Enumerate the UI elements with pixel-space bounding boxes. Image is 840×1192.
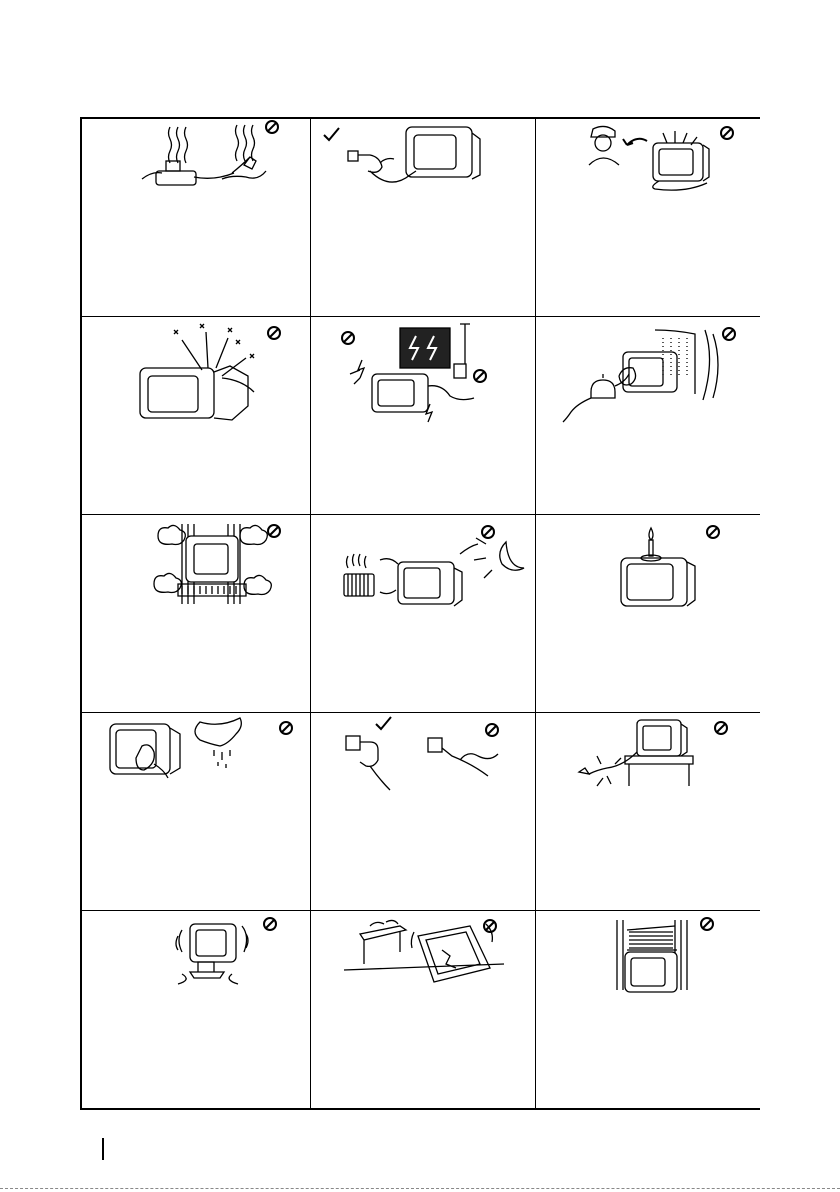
tv-wipe-illustration [110, 724, 180, 778]
cell-do-not-open-cabinet [535, 119, 760, 316]
technician-illustration [589, 126, 619, 165]
cell-overloaded-outlet [82, 119, 310, 316]
tv-illustration [623, 352, 677, 392]
cell-plug-handling [310, 712, 535, 910]
tv-illustration [653, 131, 709, 190]
prohibited-icon [266, 121, 278, 133]
cell-wet-cloth [82, 712, 310, 910]
tv-candle-illustration [621, 528, 695, 606]
cell-unplug-by-plug [310, 119, 535, 316]
check-icon [324, 128, 339, 140]
tv-with-magazines-illustration [617, 920, 687, 992]
heater-illustration [344, 554, 374, 596]
page-crop-line [0, 1188, 840, 1189]
prohibited-icon [268, 525, 280, 537]
prohibited-icon [721, 127, 733, 139]
check-icon [376, 717, 391, 729]
prohibited-icon [482, 526, 494, 538]
wobbly-tv-illustration [176, 924, 248, 984]
page-margin-marker [102, 1138, 104, 1160]
cell-heat-sunlight [310, 514, 535, 712]
kettle-steam-illustration [563, 368, 636, 422]
cell-humidity-steam [535, 316, 760, 514]
cell-no-objects-in-openings [82, 316, 310, 514]
sun-illustration [474, 538, 524, 578]
prohibited-icon [701, 918, 713, 930]
safety-illustration-grid [80, 117, 760, 1110]
tv-illustration [140, 366, 254, 420]
prohibited-icon [280, 722, 292, 734]
damaged-cord-illustration [579, 752, 637, 786]
cell-unstable-stand [82, 910, 310, 1110]
plug-correct-illustration [346, 736, 390, 790]
enclosed-tv-illustration [154, 524, 271, 604]
tv-illustration [350, 360, 474, 422]
falling-tv-illustration [344, 920, 504, 982]
arrow-icon [623, 139, 647, 145]
prohibited-icon [474, 370, 486, 382]
prohibited-icon [715, 722, 727, 734]
cell-objects-on-top [535, 910, 760, 1110]
tv-illustration [406, 127, 480, 179]
prohibited-icon [723, 328, 735, 340]
plug-incorrect-illustration [428, 738, 498, 776]
wet-cloth-illustration [195, 718, 241, 768]
power-strip-illustration [142, 157, 266, 185]
cell-damaged-cord [535, 712, 760, 910]
rain-curtain-illustration [655, 330, 718, 400]
cell-falling-tv [310, 910, 535, 1110]
prohibited-icon [268, 327, 280, 339]
prohibited-icon [342, 332, 354, 344]
heat-waves-illustration [169, 125, 255, 163]
window-lightning-illustration [400, 324, 470, 378]
prohibited-icon [486, 724, 498, 736]
cell-blocked-ventilation [82, 514, 310, 712]
prohibited-icon [264, 918, 276, 930]
prohibited-icon [707, 526, 719, 538]
cell-candle-on-top [535, 514, 760, 712]
tv-illustration [380, 544, 478, 606]
cell-lightning [310, 316, 535, 514]
